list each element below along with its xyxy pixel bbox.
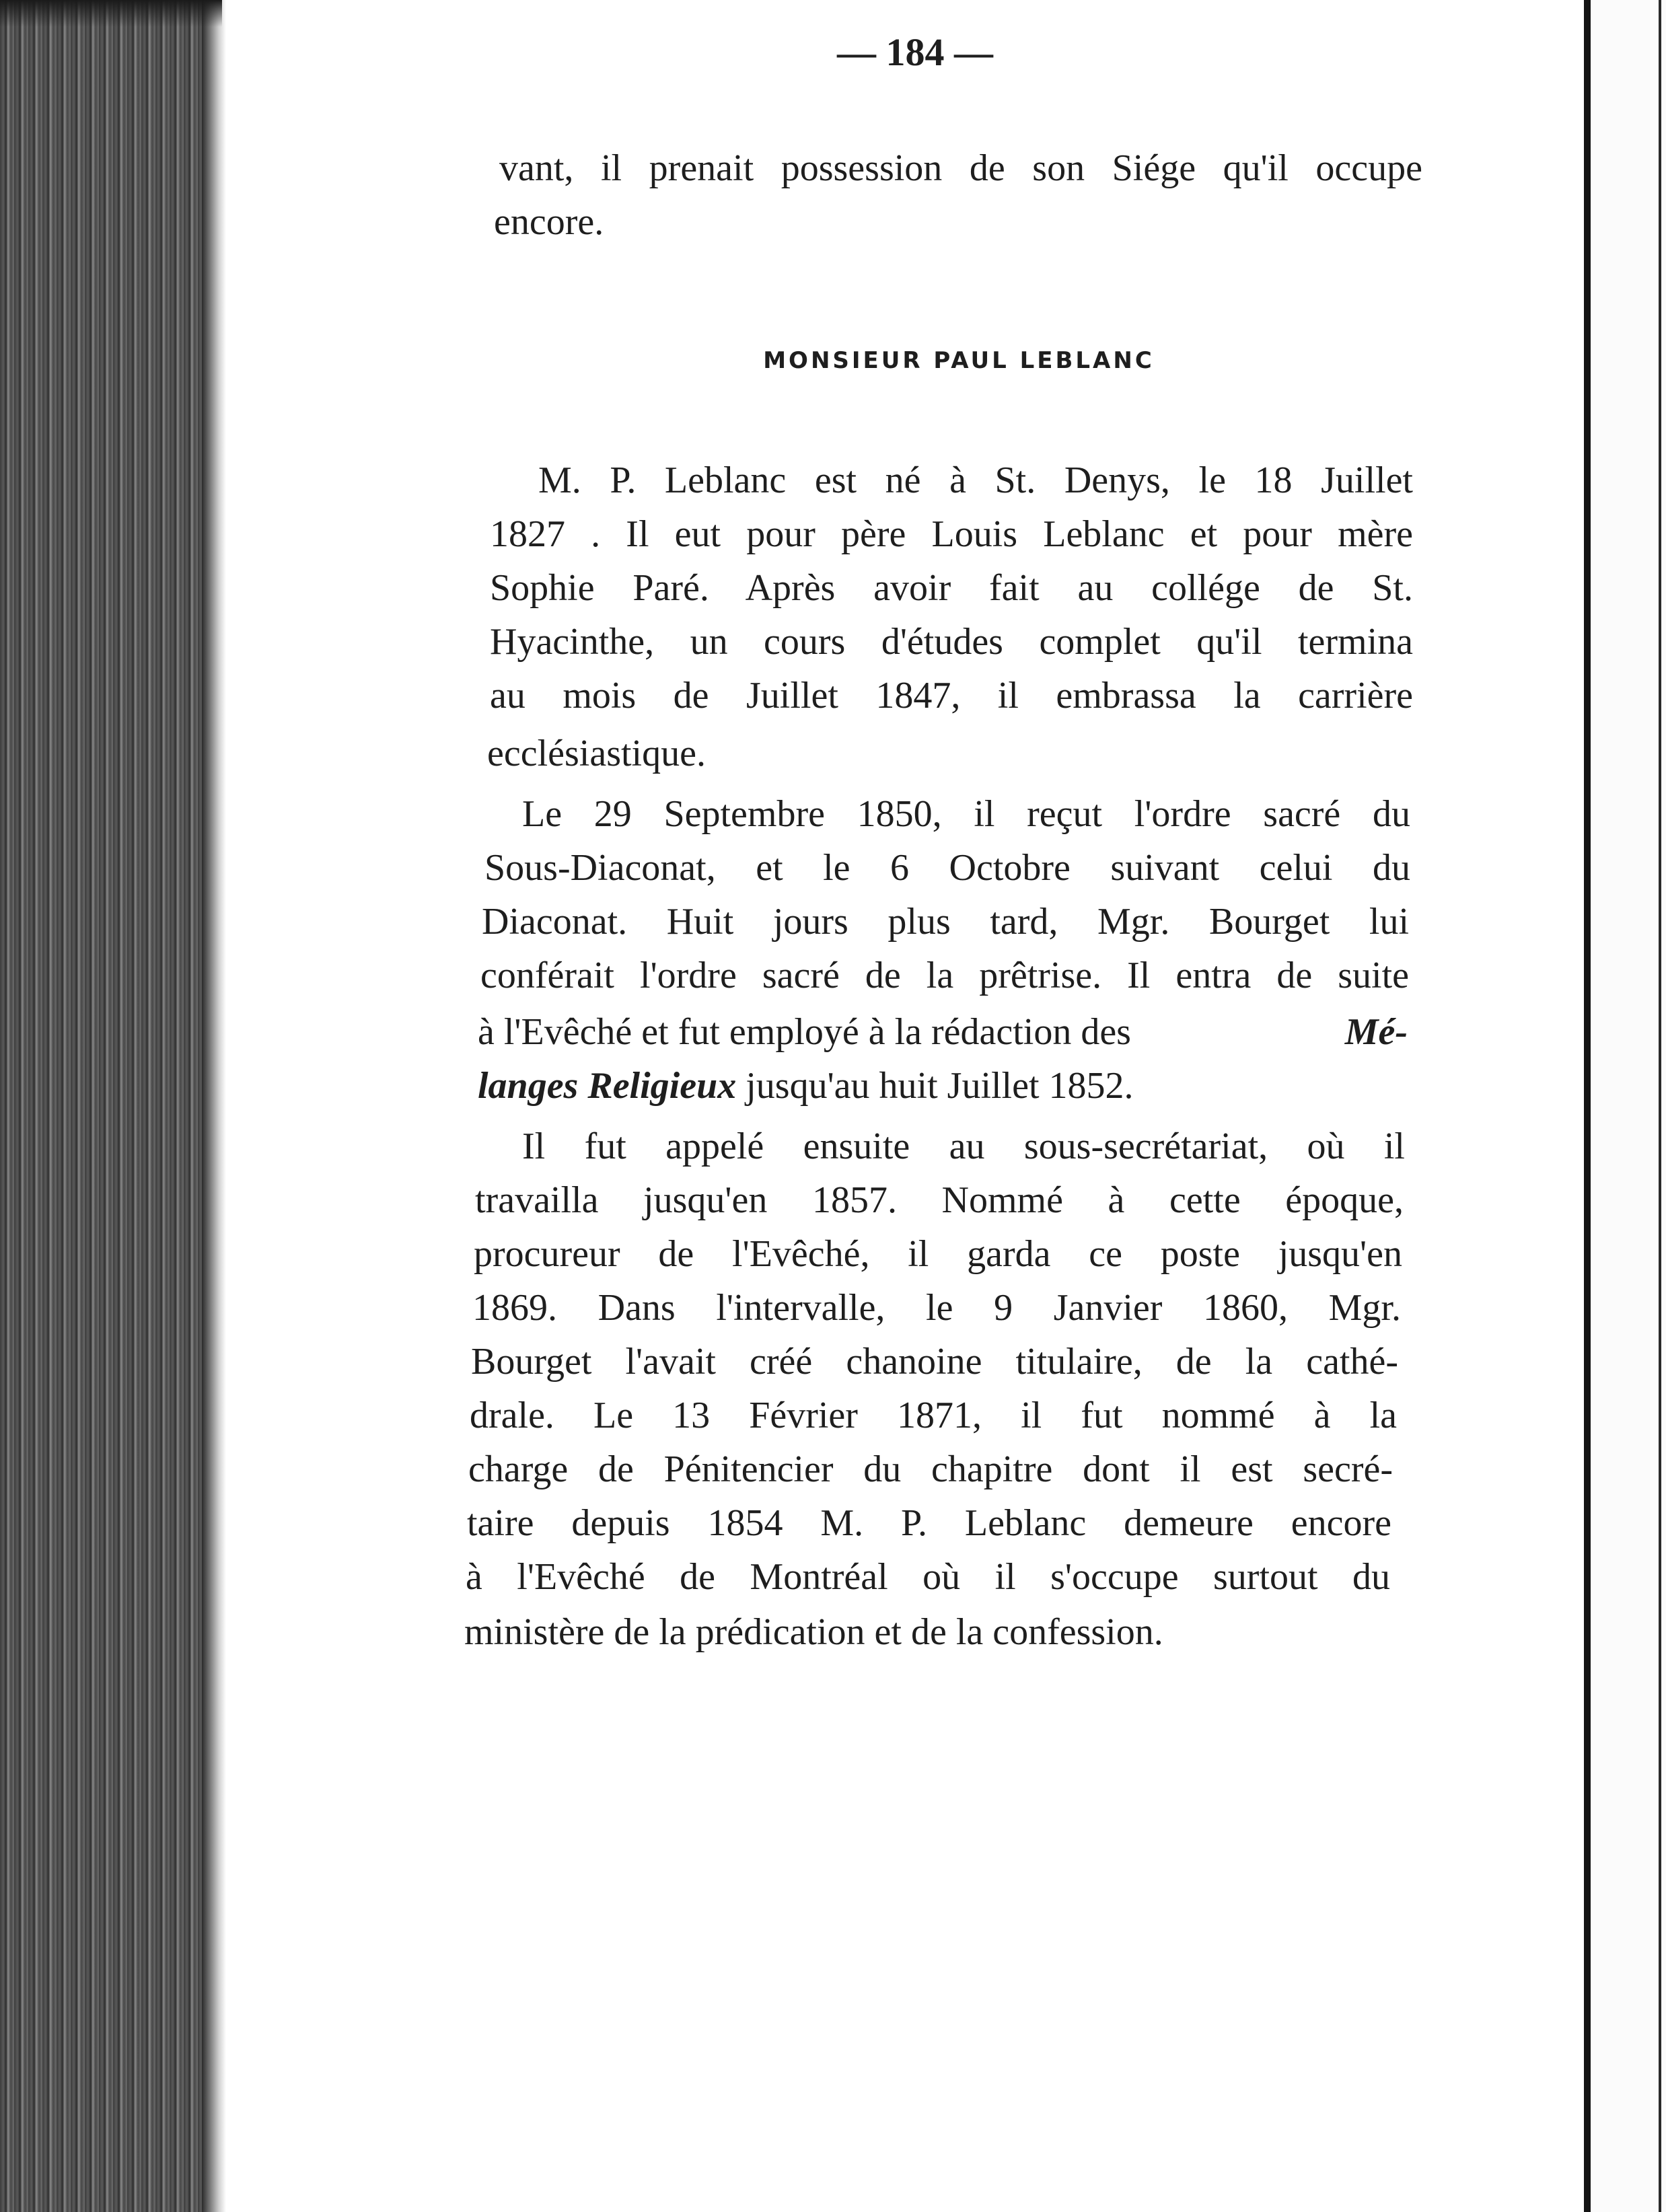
text-line: conférait l'ordre sacré de la prêtrise. Il entra de suite (480, 955, 1409, 996)
italic-title: Mé- (1344, 1011, 1408, 1053)
text-line: drale. Le 13 Février 1871, il fut nommé à la (470, 1395, 1397, 1436)
text-line: procureur de l'Evêché, il garda ce poste jusqu'en (474, 1233, 1402, 1275)
text-span: à l'Evêché et fut employé à la rédaction des (478, 1011, 1131, 1053)
text-line: vant, il prenait possession de son Siége qu'il occupe (499, 147, 1422, 189)
text-line: Il fut appelé ensuite au sous-secrétariat, où il (522, 1126, 1405, 1167)
text-span: jusqu'au huit Juillet 1852. (736, 1065, 1134, 1107)
text-line: travailla jusqu'en 1857. Nommé à cette époque, (475, 1179, 1404, 1221)
right-margin (1591, 0, 1666, 2212)
text-line: Sophie Paré. Après avoir fait au collége de St. (490, 567, 1413, 609)
text-line: ministère de la prédication et de la confession. (464, 1611, 1163, 1653)
text-line: Diaconat. Huit jours plus tard, Mgr. Bourget lui (482, 901, 1409, 943)
text-line: taire depuis 1854 M. P. Leblanc demeure encore (467, 1502, 1391, 1544)
right-border (1584, 0, 1591, 2212)
text-line (478, 1067, 1134, 1105)
text-line: encore. (494, 201, 604, 243)
gutter-shadow (202, 0, 226, 2212)
top-shadow (0, 0, 222, 27)
text-line: M. P. Leblanc est né à St. Denys, le 18 Juillet (538, 459, 1413, 501)
page-number: — 184 — (837, 30, 993, 74)
text-line: au mois de Juillet 1847, il embrassa la carrière (490, 675, 1413, 716)
text-line: Le 29 Septembre 1850, il reçut l'ordre sacré du (522, 793, 1410, 835)
text-line: Sous-Diaconat, et le 6 Octobre suivant celui du (484, 847, 1410, 889)
text-line (478, 1013, 1408, 1051)
section-heading: MONSIEUR PAUL LEBLANC (763, 347, 1155, 374)
text-line: ecclésiastique. (487, 733, 706, 774)
text-line: Hyacinthe, un cours d'études complet qu'il termina (490, 621, 1413, 663)
right-margin-line (1659, 0, 1661, 2212)
text-line: Bourget l'avait créé chanoine titulaire, de la cathé- (471, 1341, 1398, 1382)
book-page-edges (0, 0, 215, 2212)
text-line: 1869. Dans l'intervalle, le 9 Janvier 1860, Mgr. (472, 1287, 1401, 1329)
text-line: charge de Pénitencier du chapitre dont il est secré- (468, 1448, 1393, 1490)
text-line: 1827 . Il eut pour père Louis Leblanc et pour mère (490, 513, 1413, 555)
italic-title: langes Religieux (478, 1065, 737, 1107)
text-line: à l'Evêché de Montréal où il s'occupe surtout du (466, 1556, 1390, 1598)
